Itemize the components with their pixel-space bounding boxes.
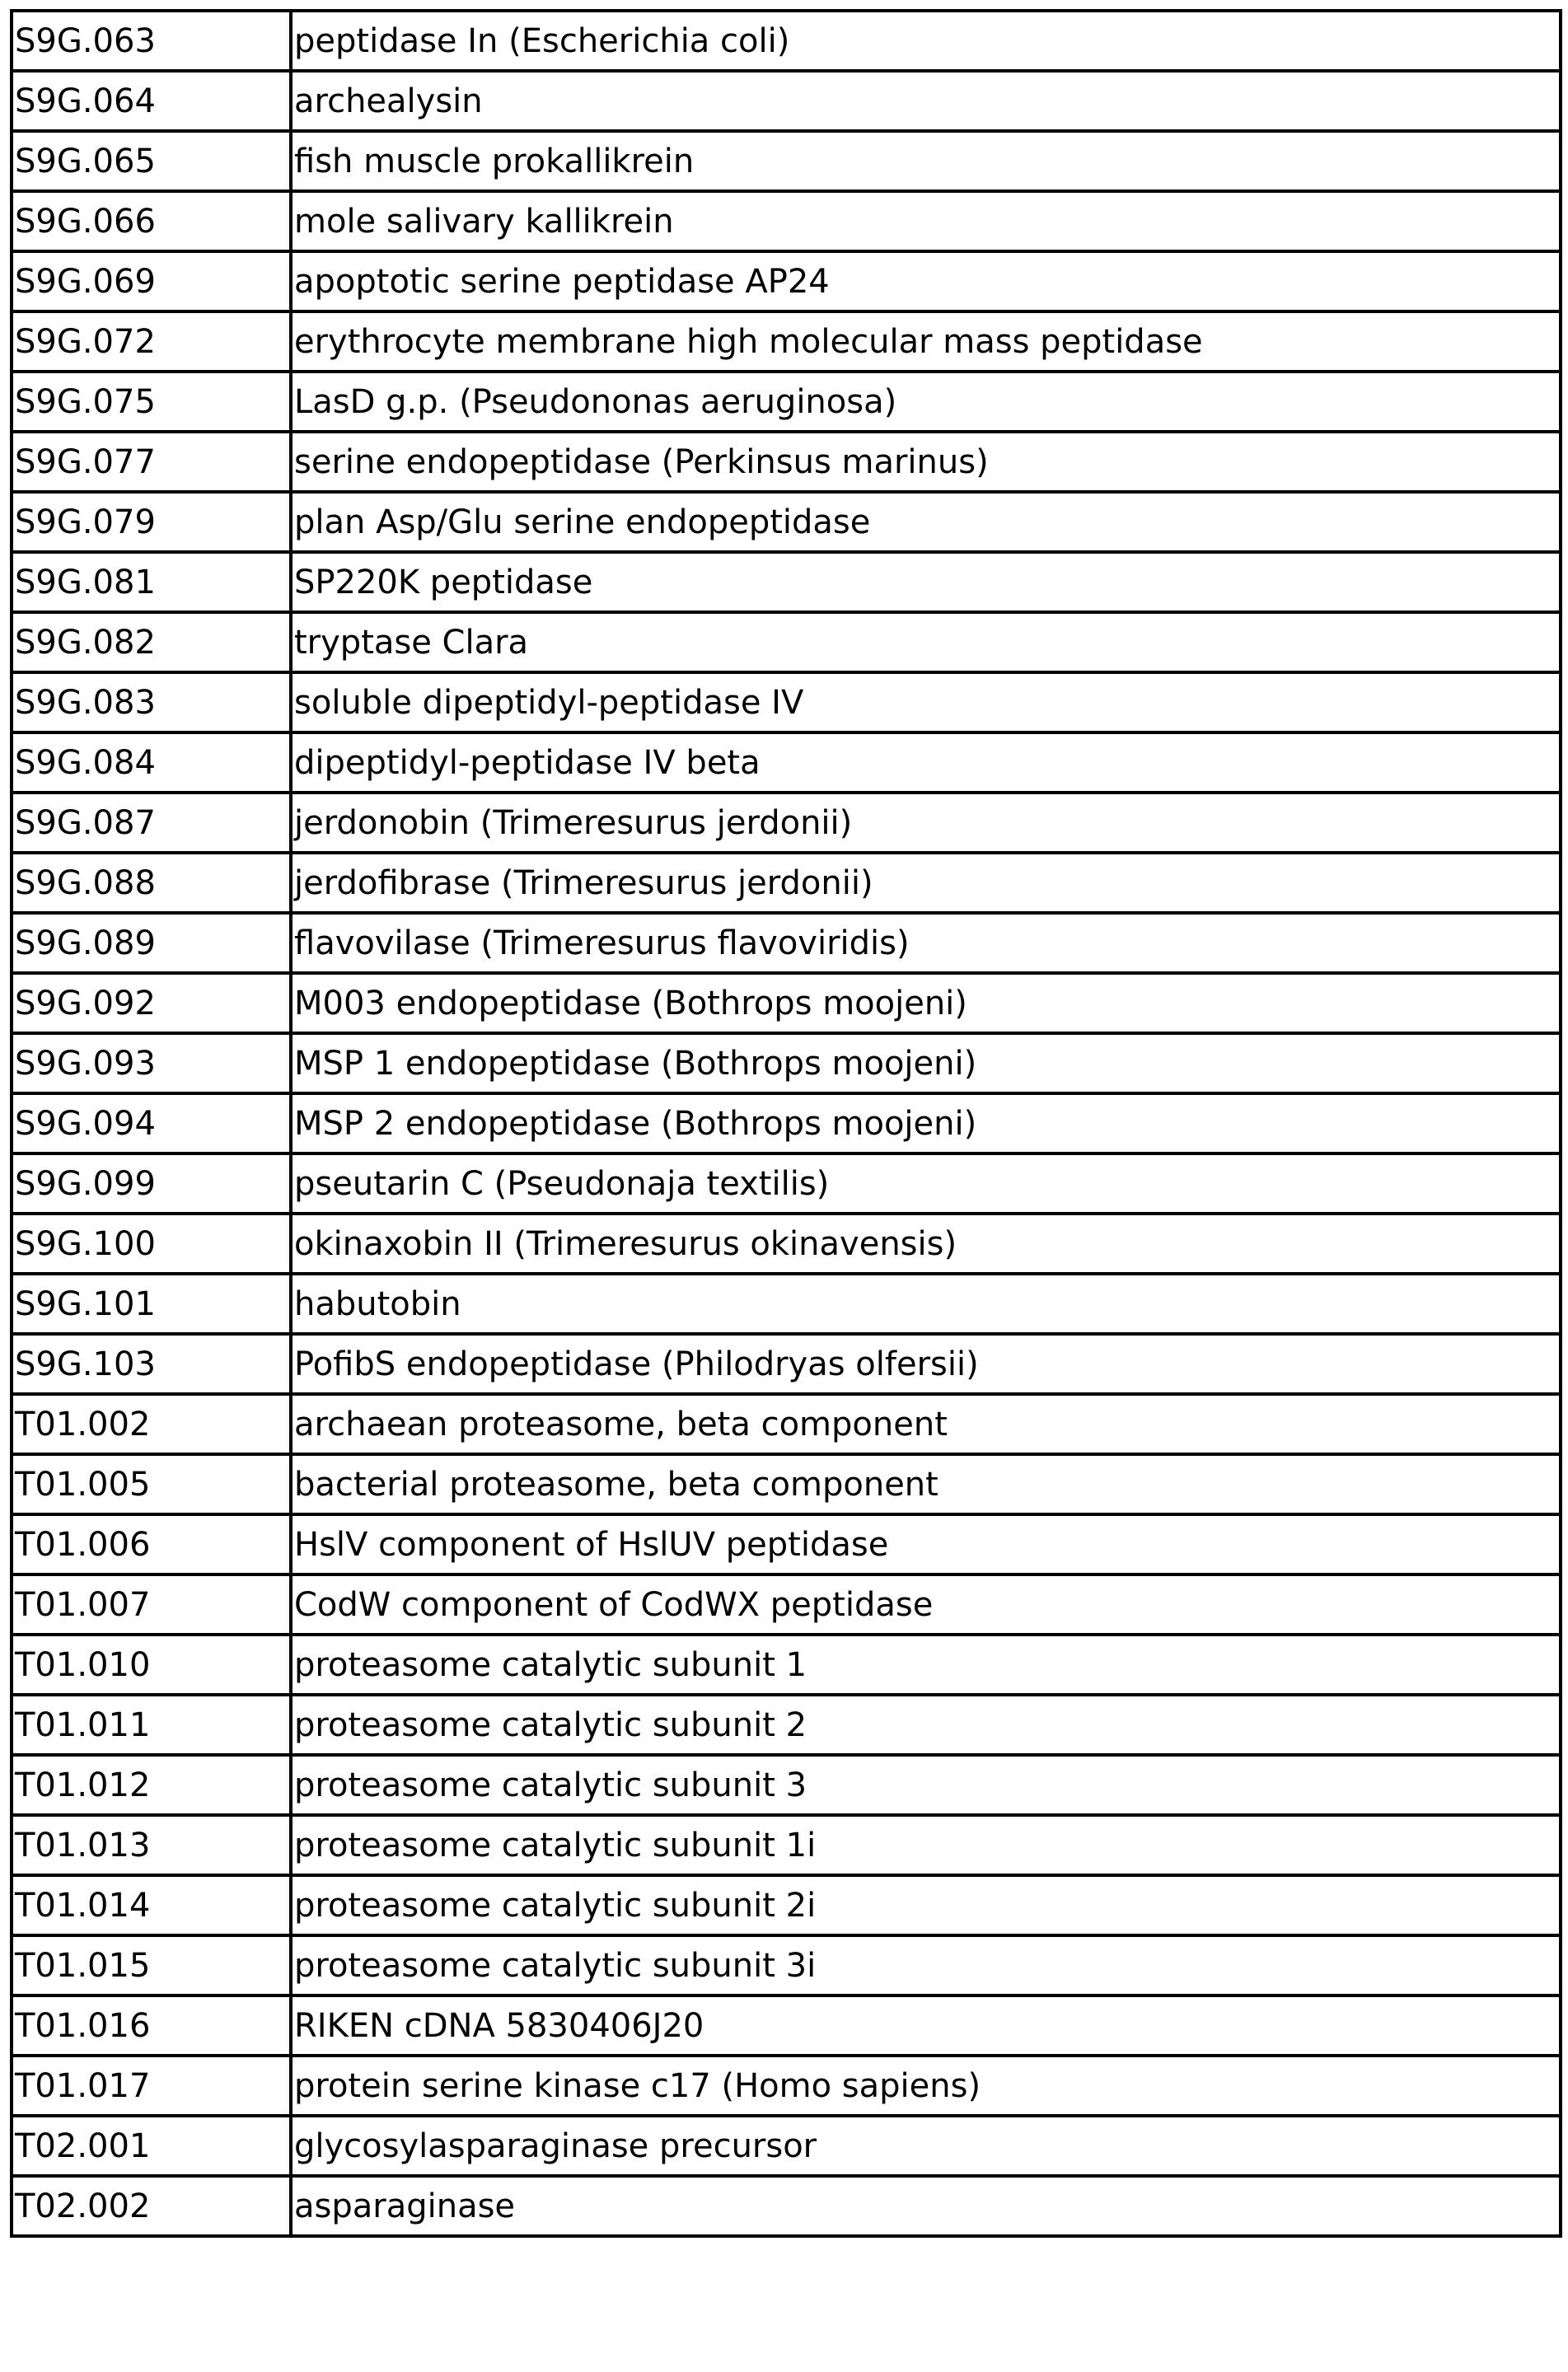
peptidase-name-cell: apoptotic serine peptidase AP24 [291, 251, 1561, 311]
table-row [12, 1695, 1561, 1755]
peptidase-code-cell: T01.005 [12, 1454, 291, 1514]
peptidase-code-cell: T01.012 [12, 1755, 291, 1815]
table-row [12, 2116, 1561, 2176]
peptidase-name-cell: bacterial proteasome, beta component [291, 1454, 1561, 1514]
table-row [12, 1935, 1561, 1995]
peptidase-name-cell: jerdofibrase (Trimeresurus jerdonii) [291, 853, 1561, 913]
table-row [12, 71, 1561, 131]
table-row [12, 1755, 1561, 1815]
peptidase-code-cell: S9G.092 [12, 973, 291, 1033]
peptidase-name-cell: fish muscle prokallikrein [291, 131, 1561, 191]
peptidase-code-cell: S9G.084 [12, 732, 291, 793]
table-row [12, 793, 1561, 853]
table-row [12, 492, 1561, 552]
peptidase-name-cell: proteasome catalytic subunit 1i [291, 1815, 1561, 1875]
table-row [12, 131, 1561, 191]
peptidase-name-cell: flavovilase (Trimeresurus flavoviridis) [291, 913, 1561, 973]
table-row [12, 1995, 1561, 2056]
table-row [12, 191, 1561, 251]
table-row [12, 732, 1561, 793]
peptidase-code-cell: S9G.065 [12, 131, 291, 191]
table-row [12, 612, 1561, 672]
peptidase-name-cell: habutobin [291, 1274, 1561, 1334]
peptidase-name-cell: proteasome catalytic subunit 2 [291, 1695, 1561, 1755]
peptidase-name-cell: MSP 2 endopeptidase (Bothrops moojeni) [291, 1093, 1561, 1153]
peptidase-name-cell: RIKEN cDNA 5830406J20 [291, 1995, 1561, 2056]
table-row [12, 311, 1561, 372]
table-row [12, 1574, 1561, 1635]
peptidase-name-cell: M003 endopeptidase (Bothrops moojeni) [291, 973, 1561, 1033]
peptidase-name-cell: proteasome catalytic subunit 3 [291, 1755, 1561, 1815]
table-row [12, 1334, 1561, 1394]
peptidase-code-cell: T02.002 [12, 2176, 291, 2236]
peptidase-name-cell: pseutarin C (Pseudonaja textilis) [291, 1153, 1561, 1214]
peptidase-name-cell: proteasome catalytic subunit 2i [291, 1875, 1561, 1935]
peptidase-name-cell: proteasome catalytic subunit 1 [291, 1635, 1561, 1695]
table-row [12, 1815, 1561, 1875]
peptidase-code-cell: S9G.088 [12, 853, 291, 913]
peptidase-code-cell: T01.002 [12, 1394, 291, 1454]
table-row [12, 672, 1561, 732]
table-row [12, 372, 1561, 432]
peptidase-table [10, 9, 1562, 2238]
table-row [12, 913, 1561, 973]
table-row [12, 1635, 1561, 1695]
table-row [12, 11, 1561, 71]
peptidase-code-cell: T01.006 [12, 1514, 291, 1574]
peptidase-code-cell: S9G.094 [12, 1093, 291, 1153]
table-row [12, 1454, 1561, 1514]
table-body [12, 11, 1561, 2236]
peptidase-name-cell: mole salivary kallikrein [291, 191, 1561, 251]
peptidase-code-cell: S9G.082 [12, 612, 291, 672]
peptidase-code-cell: T01.016 [12, 1995, 291, 2056]
table-row [12, 432, 1561, 492]
peptidase-name-cell: glycosylasparaginase precursor [291, 2116, 1561, 2176]
peptidase-code-cell: S9G.077 [12, 432, 291, 492]
peptidase-code-cell: S9G.069 [12, 251, 291, 311]
peptidase-name-cell: serine endopeptidase (Perkinsus marinus) [291, 432, 1561, 492]
peptidase-name-cell: PofibS endopeptidase (Philodryas olfersii) [291, 1334, 1561, 1394]
peptidase-code-cell: T01.011 [12, 1695, 291, 1755]
peptidase-name-cell: tryptase Clara [291, 612, 1561, 672]
peptidase-name-cell: okinaxobin II (Trimeresurus okinavensis) [291, 1214, 1561, 1274]
peptidase-code-cell: T01.014 [12, 1875, 291, 1935]
peptidase-code-cell: S9G.087 [12, 793, 291, 853]
peptidase-name-cell: soluble dipeptidyl-peptidase IV [291, 672, 1561, 732]
peptidase-name-cell: MSP 1 endopeptidase (Bothrops moojeni) [291, 1033, 1561, 1093]
peptidase-code-cell: S9G.099 [12, 1153, 291, 1214]
table-row [12, 2056, 1561, 2116]
peptidase-name-cell: CodW component of CodWX peptidase [291, 1574, 1561, 1635]
peptidase-code-cell: S9G.101 [12, 1274, 291, 1334]
peptidase-name-cell: asparaginase [291, 2176, 1561, 2236]
peptidase-name-cell: jerdonobin (Trimeresurus jerdonii) [291, 793, 1561, 853]
peptidase-name-cell: erythrocyte membrane high molecular mass peptidase [291, 311, 1561, 372]
peptidase-code-cell: S9G.103 [12, 1334, 291, 1394]
peptidase-code-cell: S9G.066 [12, 191, 291, 251]
peptidase-name-cell: proteasome catalytic subunit 3i [291, 1935, 1561, 1995]
peptidase-name-cell: SP220K peptidase [291, 552, 1561, 612]
peptidase-name-cell: protein serine kinase c17 (Homo sapiens) [291, 2056, 1561, 2116]
table-row [12, 853, 1561, 913]
peptidase-name-cell: HslV component of HslUV peptidase [291, 1514, 1561, 1574]
peptidase-name-cell: peptidase In (Escherichia coli) [291, 11, 1561, 71]
peptidase-code-cell: S9G.079 [12, 492, 291, 552]
peptidase-code-cell: T01.017 [12, 2056, 291, 2116]
peptidase-code-cell: S9G.089 [12, 913, 291, 973]
table-row [12, 2176, 1561, 2236]
peptidase-code-cell: T01.015 [12, 1935, 291, 1995]
table-row [12, 1033, 1561, 1093]
table-row [12, 1514, 1561, 1574]
table-row [12, 1153, 1561, 1214]
table-row [12, 251, 1561, 311]
table-row [12, 1875, 1561, 1935]
peptidase-code-cell: S9G.075 [12, 372, 291, 432]
peptidase-code-cell: S9G.083 [12, 672, 291, 732]
peptidase-name-cell: dipeptidyl-peptidase IV beta [291, 732, 1561, 793]
peptidase-code-cell: T01.007 [12, 1574, 291, 1635]
peptidase-code-cell: T01.013 [12, 1815, 291, 1875]
peptidase-name-cell: LasD g.p. (Pseudononas aeruginosa) [291, 372, 1561, 432]
peptidase-code-cell: S9G.093 [12, 1033, 291, 1093]
table-row [12, 552, 1561, 612]
peptidase-name-cell: archaean proteasome, beta component [291, 1394, 1561, 1454]
peptidase-name-cell: plan Asp/Glu serine endopeptidase [291, 492, 1561, 552]
table-row [12, 1274, 1561, 1334]
peptidase-code-cell: S9G.064 [12, 71, 291, 131]
peptidase-code-cell: T01.010 [12, 1635, 291, 1695]
peptidase-code-cell: S9G.063 [12, 11, 291, 71]
peptidase-code-cell: S9G.072 [12, 311, 291, 372]
peptidase-code-cell: S9G.081 [12, 552, 291, 612]
peptidase-code-cell: S9G.100 [12, 1214, 291, 1274]
peptidase-name-cell: archealysin [291, 71, 1561, 131]
table-row [12, 973, 1561, 1033]
table-row [12, 1214, 1561, 1274]
peptidase-code-cell: T02.001 [12, 2116, 291, 2176]
table-row [12, 1394, 1561, 1454]
table-row [12, 1093, 1561, 1153]
